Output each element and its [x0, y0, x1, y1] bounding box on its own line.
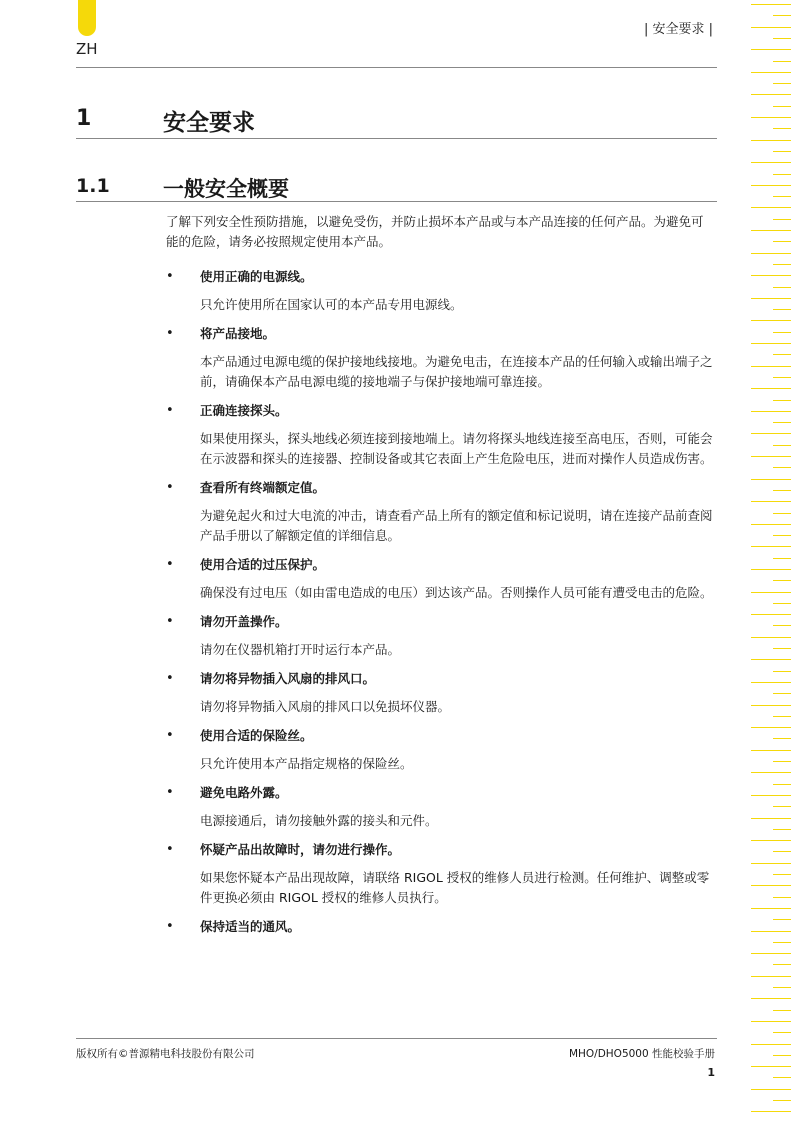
ruler-tick — [773, 513, 791, 514]
item-description: 只允许使用所在国家认可的本产品专用电源线。 — [200, 297, 463, 312]
section-number: 1 — [76, 106, 92, 131]
list-item — [166, 784, 715, 831]
item-title: 查看所有终端额定值。 — [200, 480, 326, 495]
ruler-tick — [751, 569, 791, 570]
ruler-tick — [751, 298, 791, 299]
bullet-icon: • — [166, 269, 174, 284]
footer-divider — [76, 1038, 717, 1039]
ruler-tick — [751, 366, 791, 367]
ruler-tick — [773, 128, 791, 129]
ruler-tick — [751, 140, 791, 141]
ruler-tick — [751, 976, 791, 977]
bullet-icon: • — [166, 842, 174, 857]
item-description: 如果您怀疑本产品出现故障，请联络 RIGOL 授权的维修人员进行检测。任何维护、调整或零件更换必须由 RIGOL 授权的维修人员执行。 — [200, 870, 710, 905]
ruler-tick — [773, 241, 791, 242]
ruler-tick — [751, 705, 791, 706]
ruler-tick — [751, 885, 791, 886]
ruler-tick — [751, 411, 791, 412]
ruler-tick — [773, 174, 791, 175]
ruler-tick — [773, 106, 791, 107]
subsection-title: 一般安全概要 — [163, 177, 289, 201]
bullet-icon: • — [166, 785, 174, 800]
item-description: 本产品通过电源电缆的保护接地线接地。为避免电击，在连接本产品的任何输入或输出端子之前，请确保本产品电源电缆的接地端子与保护接地端可靠连接。 — [200, 354, 713, 389]
ruler-tick — [751, 546, 791, 547]
ruler-tick — [773, 151, 791, 152]
section-title: 安全要求 — [163, 110, 255, 136]
intro-paragraph: 了解下列安全性预防措施，以避免受伤，并防止损坏本产品或与本产品连接的任何产品。为避免可能的危险，请务必按照规定使用本产品。 — [166, 214, 704, 249]
item-title: 怀疑产品出故障时，请勿进行操作。 — [200, 842, 401, 857]
ruler-tick — [751, 1111, 791, 1112]
ruler-tick — [751, 343, 791, 344]
ruler-tick — [773, 38, 791, 39]
ruler-tick — [751, 230, 791, 231]
ruler-tick — [773, 332, 791, 333]
ruler-tick — [773, 467, 791, 468]
ruler-tick — [751, 1089, 791, 1090]
running-header-title: | 安全要求 | — [643, 22, 713, 37]
ruler-tick — [751, 320, 791, 321]
ruler-tick — [773, 83, 791, 84]
item-description: 请勿将异物插入风扇的排风口以免损坏仪器。 — [200, 699, 451, 714]
ruler-tick — [751, 998, 791, 999]
item-title: 正确连接探头。 — [200, 403, 288, 418]
ruler-tick — [773, 422, 791, 423]
ruler-tick — [751, 637, 791, 638]
ruler-tick — [773, 625, 791, 626]
ruler-tick — [773, 987, 791, 988]
item-description: 如果使用探头，探头地线必须连接到接地端上。请勿将探头地线连接至高电压，否则，可能会在示波器和探头的连接器、控制设备或其它表面上产生危险电压，进而对操作人员造成伤害。 — [200, 431, 713, 466]
ruler-tick — [773, 558, 791, 559]
ruler-tick — [751, 72, 791, 73]
ruler-tick — [773, 784, 791, 785]
ruler-tick — [773, 761, 791, 762]
item-description: 只允许使用本产品指定规格的保险丝。 — [200, 756, 413, 771]
item-title: 将产品接地。 — [200, 326, 276, 341]
ruler-tick — [751, 185, 791, 186]
ruler-tick — [751, 388, 791, 389]
list-item — [166, 268, 715, 315]
ruler-tick — [751, 524, 791, 525]
ruler-tick — [773, 1010, 791, 1011]
ruler-tick — [773, 1055, 791, 1056]
item-description: 为避免起火和过大电流的冲击，请查看产品上所有的额定值和标记说明，请在连接产品前查阅产品手册以了解额定值的详细信息。 — [200, 508, 713, 543]
ruler-tick — [773, 580, 791, 581]
ruler-tick — [773, 287, 791, 288]
item-title: 请勿将异物插入风扇的排风口。 — [200, 671, 376, 686]
language-label: ZH — [76, 40, 98, 58]
ruler-tick — [773, 377, 791, 378]
footer-manual-title: MHO/DHO5000 性能校验手册 — [568, 1048, 715, 1060]
ruler-tick — [751, 27, 791, 28]
ruler-tick — [751, 818, 791, 819]
item-title: 避免电路外露。 — [200, 785, 288, 800]
ruler-tick — [751, 592, 791, 593]
ruler-tick — [751, 682, 791, 683]
ruler-tick — [773, 738, 791, 739]
bullet-icon: • — [166, 728, 174, 743]
ruler-tick — [773, 964, 791, 965]
ruler-tick — [751, 795, 791, 796]
section-heading — [76, 104, 717, 139]
item-title: 使用合适的保险丝。 — [200, 728, 313, 743]
ruler-tick — [773, 942, 791, 943]
item-title: 保持适当的通风。 — [200, 919, 301, 934]
ruler-tick — [751, 253, 791, 254]
list-item — [166, 613, 715, 660]
ruler-tick — [773, 400, 791, 401]
ruler-tick — [751, 479, 791, 480]
bullet-icon: • — [166, 557, 174, 572]
ruler-tick — [773, 806, 791, 807]
ruler-tick — [751, 433, 791, 434]
ruler-tick — [751, 750, 791, 751]
ruler-tick — [751, 840, 791, 841]
ruler-tick — [751, 863, 791, 864]
header-divider — [76, 67, 717, 68]
safety-item-list — [166, 268, 715, 946]
footer-copyright: 版权所有©普源精电科技股份有限公司 — [76, 1048, 255, 1060]
ruler-tick — [773, 716, 791, 717]
ruler-tick — [773, 693, 791, 694]
ruler-tick — [751, 456, 791, 457]
ruler-tick — [773, 264, 791, 265]
item-description: 请勿在仪器机箱打开时运行本产品。 — [200, 642, 401, 657]
subsection-heading — [76, 173, 717, 202]
ruler-tick — [773, 919, 791, 920]
ruler-tick — [751, 117, 791, 118]
list-item — [166, 727, 715, 774]
ruler-tick — [751, 207, 791, 208]
ruler-tick — [751, 659, 791, 660]
ruler-tick — [773, 535, 791, 536]
ruler-tick — [751, 772, 791, 773]
ruler-tick — [751, 1066, 791, 1067]
ruler-tick — [751, 4, 791, 5]
ruler-tick — [751, 1044, 791, 1045]
ruler-tick — [751, 49, 791, 50]
list-item — [166, 479, 715, 546]
list-item — [166, 325, 715, 392]
ruler-tick — [773, 851, 791, 852]
ruler-tick — [751, 727, 791, 728]
ruler-tick — [773, 196, 791, 197]
ruler-tick — [773, 445, 791, 446]
ruler-tick — [773, 648, 791, 649]
ruler-tick — [751, 275, 791, 276]
bullet-icon: • — [166, 919, 174, 934]
ruler-tick — [773, 219, 791, 220]
ruler-tick — [773, 897, 791, 898]
ruler-tick — [773, 309, 791, 310]
ruler-tick — [773, 15, 791, 16]
ruler-tick — [773, 829, 791, 830]
yellow-tab-marker — [78, 0, 96, 36]
ruler-tick — [773, 603, 791, 604]
ruler-tick — [773, 671, 791, 672]
ruler-tick — [773, 1100, 791, 1101]
item-description: 确保没有过电压（如由雷电造成的电压）到达该产品。否则操作人员可能有遭受电击的危险。 — [200, 585, 713, 600]
list-item — [166, 841, 715, 908]
subsection-number: 1.1 — [76, 175, 110, 197]
bullet-icon: • — [166, 671, 174, 686]
page-number: 1 — [707, 1066, 715, 1079]
bullet-icon: • — [166, 403, 174, 418]
ruler-tick — [751, 501, 791, 502]
ruler-tick — [751, 94, 791, 95]
bullet-icon: • — [166, 614, 174, 629]
bullet-icon: • — [166, 480, 174, 495]
ruler-tick — [751, 908, 791, 909]
list-item — [166, 670, 715, 717]
side-ruler — [745, 0, 793, 1122]
ruler-tick — [773, 61, 791, 62]
ruler-tick — [773, 1032, 791, 1033]
ruler-tick — [751, 931, 791, 932]
list-item — [166, 402, 715, 469]
list-item — [166, 918, 715, 936]
ruler-tick — [751, 162, 791, 163]
ruler-tick — [751, 1021, 791, 1022]
ruler-tick — [773, 354, 791, 355]
ruler-tick — [773, 1077, 791, 1078]
ruler-tick — [751, 953, 791, 954]
ruler-tick — [751, 614, 791, 615]
item-title: 使用合适的过压保护。 — [200, 557, 326, 572]
list-item — [166, 556, 715, 603]
ruler-tick — [773, 490, 791, 491]
bullet-icon: • — [166, 326, 174, 341]
ruler-tick — [773, 874, 791, 875]
item-description: 电源接通后，请勿接触外露的接头和元件。 — [200, 813, 438, 828]
item-title: 请勿开盖操作。 — [200, 614, 288, 629]
item-title: 使用正确的电源线。 — [200, 269, 313, 284]
